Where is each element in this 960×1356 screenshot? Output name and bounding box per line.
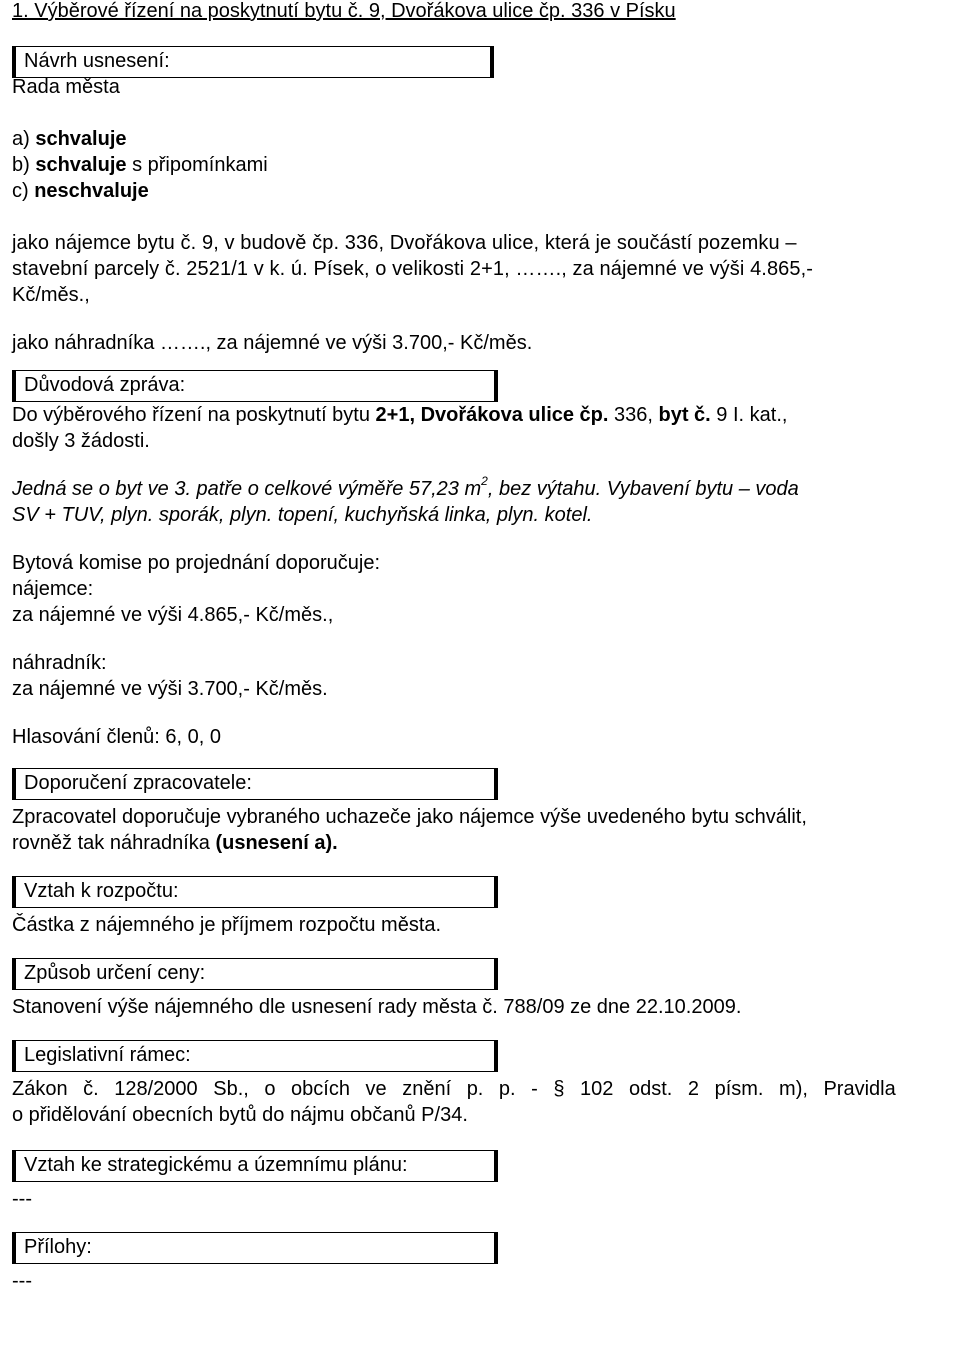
option-c: c) neschvaluje — [12, 180, 149, 202]
page-title: 1. Výběrové řízení na poskytnutí bytu č. 9, Dvořákova ulice čp. 336 v Písku — [12, 0, 676, 22]
navrh-usneseni-box — [12, 46, 494, 78]
navrh-text-line-3: Kč/měs., — [12, 284, 90, 306]
prilohy-text: --- — [12, 1270, 32, 1292]
strategie-box — [12, 1150, 498, 1182]
doporuceni-line-2: rovněž tak náhradníka (usnesení a). — [12, 832, 338, 854]
doporuceni-line-1: Zpracovatel doporučuje vybraného uchazeče jako nájemce výše uvedeného bytu schválit, — [12, 806, 807, 828]
rada-mesta: Rada města — [12, 76, 120, 98]
doporuceni-box — [12, 768, 498, 800]
prilohy-box — [12, 1232, 498, 1264]
navrh-usneseni-header: Návrh usnesení: — [24, 50, 170, 72]
strategie-header: Vztah ke strategickému a územnímu plánu: — [24, 1154, 408, 1176]
rozpocet-header: Vztah k rozpočtu: — [24, 880, 179, 902]
prilohy-header: Přílohy: — [24, 1236, 92, 1258]
nahradnik-line: jako náhradníka ……., za nájemné ve výši 3.700,- Kč/měs. — [12, 332, 533, 354]
navrh-text-line-1: jako nájemce bytu č. 9, v budově čp. 336, Dvořákova ulice, která je součástí pozemku – — [12, 232, 797, 254]
cena-box — [12, 958, 498, 990]
navrh-text-line-2: stavební parcely č. 2521/1 v k. ú. Písek, o velikosti 2+1, ……., za nájemné ve výši 4.865,- — [12, 258, 814, 280]
nahradnik-vyse: za nájemné ve výši 3.700,- Kč/měs. — [12, 678, 328, 700]
komise-doporucuje: Bytová komise po projednání doporučuje: — [12, 552, 381, 574]
legislativa-line-2: o přidělování obecních bytů do nájmu občanů P/34. — [12, 1104, 468, 1126]
legislativa-box — [12, 1040, 498, 1072]
strategie-text: --- — [12, 1188, 32, 1210]
option-a: a) schvaluje — [12, 128, 127, 150]
cena-header: Způsob určení ceny: — [24, 962, 206, 984]
rozpocet-text: Částka z nájemného je příjmem rozpočtu města. — [12, 914, 442, 936]
legislativa-line-1: Zákon č. 128/2000 Sb., o obcích ve znění p. p. - § 102 odst. 2 písm. m), Pravidla — [12, 1078, 896, 1100]
najemce-label: nájemce: — [12, 578, 94, 600]
option-b: b) schvaluje s připomínkami — [12, 154, 268, 176]
hlasovani-clenu: Hlasování členů: 6, 0, 0 — [12, 726, 222, 748]
cena-text: Stanovení výše nájemného dle usnesení rady města č. 788/09 ze dne 22.10.2009. — [12, 996, 742, 1018]
duvodova-intro-line-2: došly 3 žádosti. — [12, 430, 150, 452]
duvodova-zprava-box — [12, 370, 498, 402]
document-page — [12, 0, 956, 1294]
byt-popis-line-1: Jedná se o byt ve 3. patře o celkové výměře 57,23 $m^2$, bez výtahu. Vybavení bytu – voda — [12, 474, 799, 500]
duvodova-intro-line-1: Do výběrového řízení na poskytnutí bytu 2+1, Dvořákova ulice čp. 336, byt č. 9 I. kat., — [12, 404, 788, 426]
nahradnik-label: náhradník: — [12, 652, 107, 674]
byt-popis-line-2: SV + TUV, plyn. sporák, plyn. topení, kuchyňská linka, plyn. kotel. — [12, 504, 593, 526]
doporuceni-header: Doporučení zpracovatele: — [24, 772, 252, 794]
rozpocet-box — [12, 876, 498, 908]
legislativa-header: Legislativní rámec: — [24, 1044, 191, 1066]
duvodova-zprava-header: Důvodová zpráva: — [24, 374, 186, 396]
najemce-vyse: za nájemné ve výši 4.865,- Kč/měs., — [12, 604, 334, 626]
